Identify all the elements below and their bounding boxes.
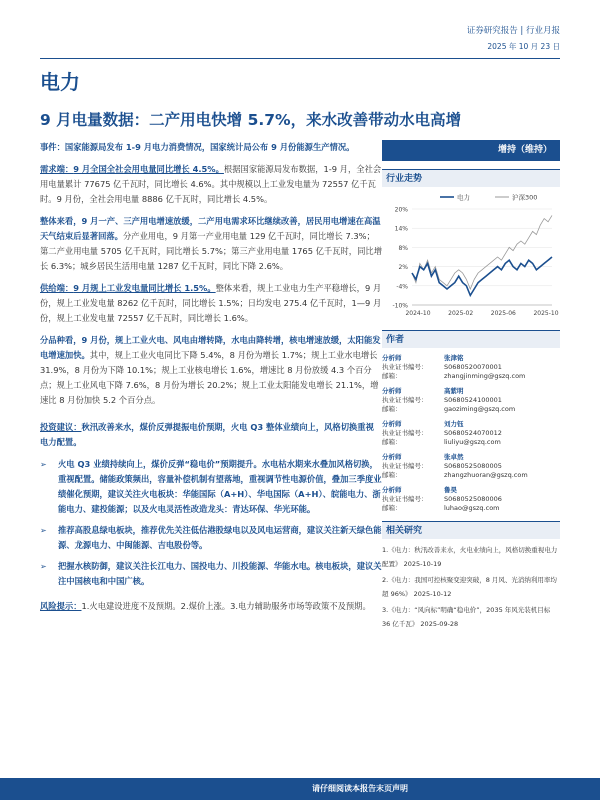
related-item[interactable]	[382, 573, 560, 601]
author-card	[382, 420, 560, 447]
y-tick-label: 14%	[394, 225, 408, 233]
x-tick-label: 2025-06	[490, 310, 516, 317]
author-email[interactable]: gaoziming@gszq.com	[444, 405, 516, 413]
author-cert: S0680520070001	[444, 363, 502, 371]
footer-disclaimer: 请仔细阅读本报告末页声明	[312, 784, 408, 793]
industry-title: 电力	[40, 70, 80, 94]
related-title: 相关研究	[382, 521, 560, 539]
author-role: 分析师	[382, 486, 402, 494]
cert-label: 执业证书编号：	[382, 363, 428, 371]
author-cert: S0680525080006	[444, 495, 502, 503]
report-header	[467, 24, 560, 52]
mix-head: 分品种看，9 月份，规上工业火电、风电由增转降，水电由降转增，核电增速放缓，太阳能发电增速加快。	[40, 335, 381, 360]
author-cert: S0680525080005	[444, 462, 502, 470]
demand-paragraph	[40, 162, 382, 207]
y-tick-label: -4%	[396, 283, 408, 291]
related-date: 2025-10-12	[413, 590, 452, 598]
authors-title: 作者	[382, 330, 560, 348]
main-column	[40, 140, 382, 621]
bullet-item: ➢ 推荐高股息绿电板块，推荐优先关注低估港股绿电以及风电运营商，建议关注新天绿色能源、龙源电力、中闽能源、吉电股份等。	[40, 523, 382, 553]
x-tick-label: 2024-10	[405, 310, 431, 317]
footer-bar	[0, 778, 600, 800]
author-cert: S0680524100001	[444, 396, 502, 404]
author-name: 张卓然	[444, 453, 464, 461]
demand-head: 9 月全国全社会用电量同比增长 4.5%。	[73, 164, 224, 174]
related-date: 2025-09-28	[420, 620, 459, 628]
series-line-power	[412, 257, 552, 295]
author-name: 鲁昊	[444, 486, 457, 494]
report-date: 2025 年 10 月 23 日	[487, 42, 560, 51]
author-name: 高紫明	[444, 387, 464, 395]
author-card	[382, 354, 560, 381]
related-list	[382, 543, 560, 631]
cert-label: 执业证书编号：	[382, 429, 428, 437]
invest-text: 秋汛改善来水，煤价反弹提振电价预期，火电 Q3 整体业绩向上，风格切换重视电力配置。	[40, 422, 374, 447]
related-text: 2.《电力：我国可控核聚变迎突破，8 月风、光消纳利用率均超 96%》	[382, 576, 557, 598]
legend-label: 沪深300	[512, 193, 538, 202]
report-headline: 9 月电量数据：二产用电快增 5.7%，来水改善带动水电高增	[40, 111, 462, 129]
overall-paragraph	[40, 214, 382, 274]
trend-title: 行业走势	[382, 169, 560, 187]
cert-label: 执业证书编号：	[382, 495, 428, 503]
authors-list	[382, 354, 560, 513]
cert-label: 执业证书编号：	[382, 396, 428, 404]
risk-paragraph	[40, 599, 382, 614]
series-line-csi300	[412, 215, 552, 289]
author-email[interactable]: zhangzhuoran@gszq.com	[444, 471, 528, 479]
trend-chart-svg	[382, 187, 560, 322]
related-item[interactable]	[382, 543, 560, 571]
report-category: 证券研究报告 | 行业月报	[466, 26, 560, 36]
author-name: 刘力钰	[444, 420, 464, 428]
mix-text: 其中，规上工业火电同比下降 5.4%，8 月份为增长 1.7%；规上工业水电增长 31.9%，8 月份为下降 10.1%；规上工业核电增长 1.6%，增速比 8 月份放缓 4.3 个百分点；规上工业风电下降 7.6%，8 月份为增长 20.2%；规上工业太阳能发电增长 21.1%，增速比 8 月份加快 5.2 个百分点。	[40, 350, 379, 405]
legend-label: 电力	[457, 193, 470, 202]
supply-label: 供给端：	[40, 283, 74, 293]
y-tick-label: 20%	[394, 206, 408, 214]
risk-label: 风险提示：	[40, 601, 82, 611]
invest-bullets	[40, 457, 382, 589]
y-tick-label: -10%	[392, 302, 408, 310]
author-name: 张津铭	[444, 354, 464, 362]
event-label: 事件：	[40, 142, 65, 152]
email-label: 邮箱：	[382, 471, 402, 479]
author-cert: S0680524070012	[444, 429, 502, 437]
author-card	[382, 387, 560, 414]
event-text: 国家能源局发布 1-9 月电力消费情况，国家统计局公布 9 月份能源生产情况。	[64, 142, 355, 152]
sidebar	[382, 140, 560, 633]
demand-text: 根据国家能源局发布数据，1-9 月，全社会用电量累计 77675 亿千瓦时，同比增长 4.6%。其中规模以上工业发电量为 72557 亿千瓦时。9 月份，全社会用电量 8886 亿千瓦时，同比增长 4.5%。	[40, 164, 382, 204]
overall-head: 整体来看，9 月一产、三产用电增速放缓，二产用电需求环比继续改善，居民用电增速在高温天气结束后显著回落。	[40, 216, 381, 241]
author-card	[382, 486, 560, 513]
invest-label: 投资建议：	[40, 422, 82, 432]
trend-chart	[382, 187, 560, 322]
email-label: 邮箱：	[382, 504, 402, 512]
mix-paragraph	[40, 333, 382, 408]
header-divider	[40, 58, 560, 59]
overall-text: 分产业用电，9 月第一产业用电量 129 亿千瓦时，同比增长 7.3%；第二产业用电量 5705 亿千瓦时，同比增长 5.7%；第三产业用电量 1765 亿千瓦时，同比增长 6.3%；城乡居民生活用电量 1287 亿千瓦时，同比下降 2.6%。	[40, 231, 382, 271]
event-paragraph	[40, 140, 382, 155]
x-tick-label: 2025-10	[533, 310, 559, 317]
author-role: 分析师	[382, 387, 402, 395]
email-label: 邮箱：	[382, 405, 402, 413]
author-role: 分析师	[382, 453, 402, 461]
x-tick-label: 2025-02	[448, 310, 474, 317]
author-email[interactable]: liuliyu@gszq.com	[444, 438, 501, 446]
email-label: 邮箱：	[382, 372, 402, 380]
invest-paragraph	[40, 420, 382, 450]
bullet-item: ➢ 火电 Q3 业绩持续向上，煤价反弹“稳电价”预期提升。水电枯水期来水叠加风格切换，重视配置。储能政策频出，容量补偿机制有望落地，重视调节性电源价值，叠加三季度业绩催化预期，建议关注火电板块：华能国际（A+H）、华电国际（A+H）、皖能电力、浙能电力、建投能源；以及火电灵活性改造龙头：青达环保、华光环能。	[40, 457, 382, 517]
related-text: 3.《电力：“风向标”明确“稳电价”，2035 年风光装机目标 36 亿千瓦》	[382, 606, 551, 628]
author-role: 分析师	[382, 354, 402, 362]
supply-paragraph	[40, 281, 382, 326]
rating-badge: 增持（维持）	[382, 140, 560, 161]
risk-text: 1.火电建设进度不及预期。2.煤价上涨。3.电力辅助服务市场等政策不及预期。	[81, 601, 371, 611]
related-item[interactable]	[382, 603, 560, 631]
author-email[interactable]: zhangjinming@gszq.com	[444, 372, 526, 380]
supply-head: 9 月规上工业发电量同比增长 1.5%。	[73, 283, 216, 293]
cert-label: 执业证书编号：	[382, 462, 428, 470]
author-role: 分析师	[382, 420, 402, 428]
y-tick-label: 2%	[398, 264, 408, 272]
author-email[interactable]: luhao@gszq.com	[444, 504, 500, 512]
email-label: 邮箱：	[382, 438, 402, 446]
demand-label: 需求端：	[40, 164, 74, 174]
related-date: 2025-10-19	[403, 560, 442, 568]
supply-text: 整体来看，规上工业电力生产平稳增长，9 月份，规上工业发电量 8262 亿千瓦时，同比增长 1.5%；日均发电 275.4 亿千瓦时，1—9 月份，规上工业发电量 72557 亿千瓦时，同比增长 1.6%。	[40, 283, 382, 323]
bullet-item: ➢ 把握水核防御，建议关注长江电力、国投电力、川投能源、华能水电。核电板块，建议关注中国核电和中国广核。	[40, 559, 382, 589]
y-tick-label: 8%	[398, 244, 408, 252]
related-text: 1.《电力：秋汛改善来水，火电业绩向上，风格切换重视电力配置》	[382, 546, 558, 568]
author-card	[382, 453, 560, 480]
